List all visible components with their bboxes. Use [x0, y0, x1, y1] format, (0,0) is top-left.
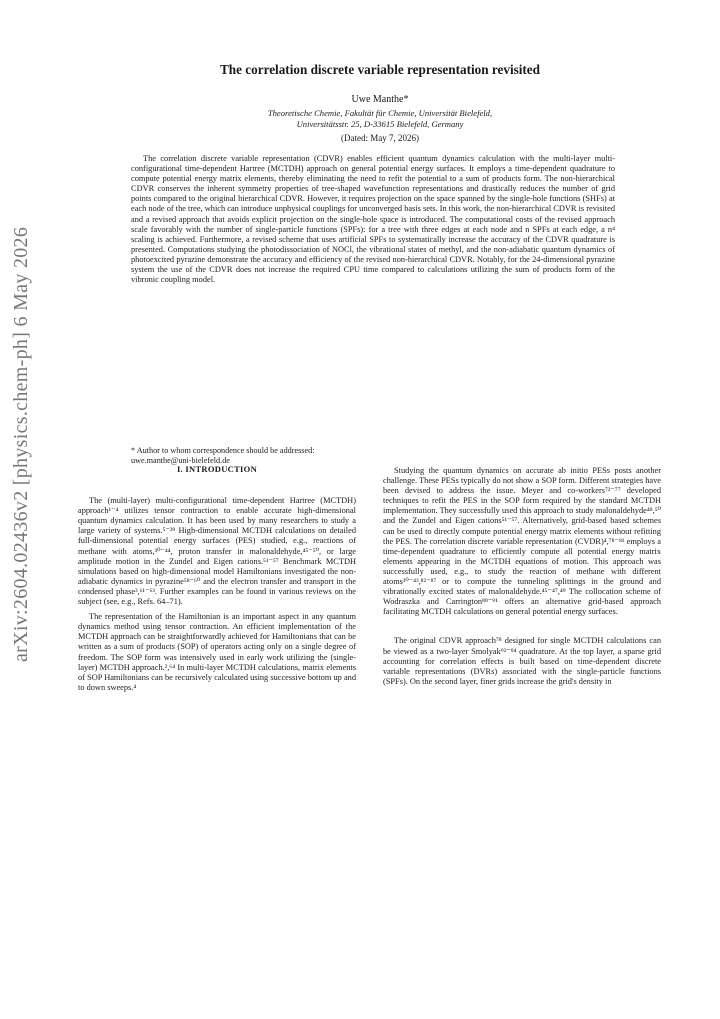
footnote-email: uwe.manthe@uni-bielefeld.de	[131, 456, 230, 466]
affiliation-line-2: Universitätsstr. 25, D-33615 Bielefeld, Germany	[296, 119, 464, 129]
paragraph: Studying the quantum dynamics on accurate ab initio PESs posts another challenge. These PESs typically do not show a SOP form. Different strategies have been devised to address the issue. Meyer and co-workers⁷²⁻⁷⁷ developed techniques to refit the PES in the SOP form required by the standard MCTDH implementation. They successfully used this approach to study malonaldehyde⁴⁸,⁵⁰ and the Zundel and Eigen cations⁵¹⁻⁵⁷. Alternatively, grid-based based schemes can be used to directly compute potential energy matrix elements without refitting the PES. The correlation discrete variable representation (CVDR)⁴,⁷⁸⁻⁸¹ employs a time-dependent quadrature to efficiently compute all potential energy matrix elements appearing in the MCTDH equations of motion. This approach was successfully used, e.g., to study the reaction of methane with different atoms³⁰⁻⁴³,⁸²⁻⁸⁷ or to compute the tunneling splittings in the ground and vibrationally excited states of malonaldehyde.⁴⁵⁻⁴⁷,⁴⁹ The collocation scheme of Wodraszka and Carrington⁸⁸⁻⁹¹ offers an alternative grid-based approach facilitating MCTDH calculations on general potential energy surfaces.	[383, 466, 661, 617]
affiliation	[110, 108, 650, 130]
affiliation-line-1: Theoretische Chemie, Fakultät für Chemie, Universität Bielefeld,	[267, 108, 493, 118]
paragraph: The (multi-layer) multi-configurational time-dependent Hartree (MCTDH) approach¹⁻⁴ utilizes tensor contraction to enable accurate high-dimensional quantum dynamics calculation. It has been used by many researchers to study a large variety of systems.⁵⁻²⁹ High-dimensional MCTDH calculations on detailed full-dimensional potential energy surfaces (PES) studied, e.g., reactions of methane with atoms,³⁰⁻⁴⁴, proton transfer in malonaldehyde,⁴⁵⁻⁵⁰, or large amplitude motion in the Zundel and Eigen cations.⁵¹⁻⁵⁷ Benchmark MCTDH simulations based on high-dimensional model Hamiltonians investigated the non-adiabatic dynamics in pyrazine⁵⁸⁻⁶⁰ and the electron transfer and transport in the condensed phase³,⁶¹⁻⁶³. Further examples can be found in various reviews on the subject (see, e.g., Refs. 64–71).	[78, 496, 356, 607]
date-line: (Dated: May 7, 2026)	[341, 133, 419, 143]
left-column	[78, 464, 356, 693]
abstract: The correlation discrete variable representation (CDVR) enables efficient quantum dynamics calculation with the multi-layer multi-configurational time-dependent Hartree (MCTDH) approach on general potential energy surfaces. It employs a time-dependent quadrature to compute potential energy matrix elements, thereby eliminating the need to refit the potential to a sum of products form. The non-hierarchical CDVR conserves the inherent symmetry properties of tree-shaped wavefunction representations and drastically reduces the number of grid points compared to the original hierarchical CDVR. However, it requires projection on the space spanned by the single-hole functions (SHFs) at each node of the tree, which can introduce unphysical couplings for unconverged basis sets. In this work, the non-hierarchical CDVR is revisited and a revised approach that avoids explicit projection on the single-hole space is introduced. The computational costs of the revised approach scale favorably with the number of single-particle functions (SPFs): for a tree with three edges at each node and n SPFs at each edge, a n⁴ scaling is achieved. Furthermore, a revised scheme that uses artificial SPFs to systematically increase the accuracy of the CDVR quadrature is presented. Computations studying the photodissociation of NOCl, the vibrational states of methyl, and the non-adiabatic quantum dynamics of photoexcited pyrazine demonstrate the accuracy and efficiency of the revised non-hierarchical CDVR. Notably, for the 24-dimensional pyrazine system the use of the CDVR does not increase the required CPU time compared to calculations utilizing the sum of products form of the vibronic coupling model.	[131, 154, 615, 285]
paragraph: The original CDVR approach⁷⁸ designed for single MCTDH calculations can be viewed as a two-layer Smolyak⁹²⁻⁹⁴ quadrature. At the top layer, a sparse grid accounting for correlation effects is built based on time-dependent discrete variable representations (DVRs) associated with the single-particle functions (SPFs). On the second layer, finer grids increase the grid's density in	[383, 636, 661, 686]
footnote-text: * Author to whom correspondence should be addressed:	[131, 446, 315, 455]
author-name: Uwe Manthe*	[351, 94, 409, 105]
right-column	[383, 466, 661, 687]
paper-title: The correlation discrete variable representation revisited	[220, 62, 540, 77]
paragraph: The representation of the Hamiltonian is an important aspect in any quantum dynamics method using tensor contraction. An efficient implementation of the MCTDH approach can be straightforwardly achieved for Hamiltonians that can be written as a sum of products (SOP) of operators acting only on a single degree of freedom. The SOP form was intensively used in early work utilizing the (single-layer) MCTDH approach.²,⁶⁴ In multi-layer MCTDH calculations, matrix elements of SOP Hamiltonians can be recursively calculated using successive bottom up and to down sweeps.⁴	[78, 612, 356, 692]
section-heading: I. INTRODUCTION	[176, 464, 258, 474]
arxiv-identifier: arXiv:2604.02436v2 [physics.chem-ph] 6 May 2026	[10, 226, 32, 662]
